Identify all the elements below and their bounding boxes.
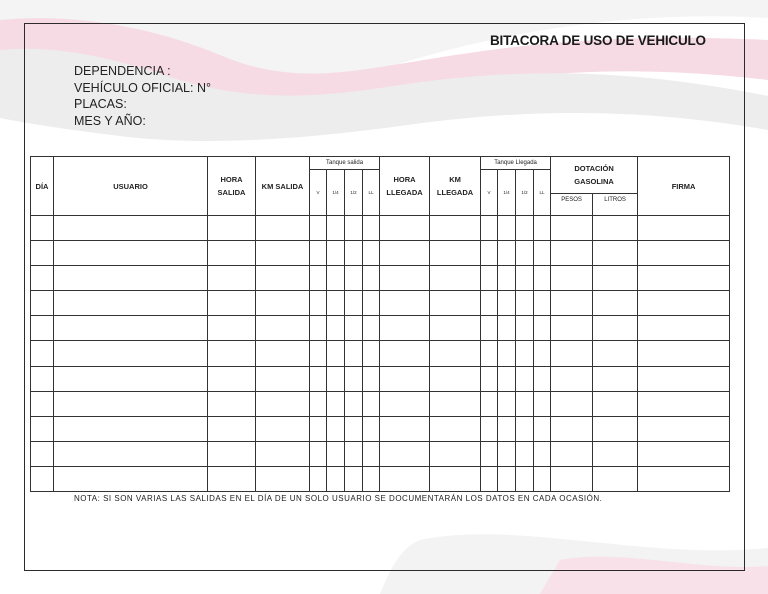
table-cell[interactable] bbox=[54, 366, 208, 391]
table-cell[interactable] bbox=[54, 391, 208, 416]
table-cell[interactable] bbox=[208, 341, 256, 366]
col-header-hora-salida: HORA SALIDA bbox=[208, 157, 256, 216]
table-cell[interactable] bbox=[310, 466, 327, 491]
table-cell[interactable] bbox=[498, 341, 516, 366]
table-cell[interactable] bbox=[534, 466, 551, 491]
tanque-llegada-v: V bbox=[481, 170, 498, 216]
table-cell[interactable] bbox=[345, 391, 363, 416]
table-cell[interactable] bbox=[551, 341, 593, 366]
table-row bbox=[31, 416, 730, 441]
table-cell[interactable] bbox=[481, 466, 498, 491]
table-cell[interactable] bbox=[345, 291, 363, 316]
table-cell[interactable] bbox=[430, 241, 481, 266]
placas-label: PLACAS: bbox=[74, 97, 127, 111]
table-cell[interactable] bbox=[593, 266, 638, 291]
table-cell[interactable] bbox=[345, 341, 363, 366]
table-cell[interactable] bbox=[256, 341, 310, 366]
table-cell[interactable] bbox=[310, 241, 327, 266]
table-cell[interactable] bbox=[430, 466, 481, 491]
tanque-llegada-cuarto: 1/4 bbox=[498, 170, 516, 216]
table-cell[interactable] bbox=[516, 391, 534, 416]
table-cell[interactable] bbox=[310, 216, 327, 241]
table-cell[interactable] bbox=[593, 366, 638, 391]
table-cell[interactable] bbox=[327, 441, 345, 466]
table-cell[interactable] bbox=[638, 316, 730, 341]
table-cell[interactable] bbox=[310, 441, 327, 466]
table-cell[interactable] bbox=[54, 416, 208, 441]
table-cell[interactable] bbox=[481, 366, 498, 391]
table-cell[interactable] bbox=[345, 216, 363, 241]
table-cell[interactable] bbox=[363, 241, 380, 266]
table-cell[interactable] bbox=[345, 466, 363, 491]
table-cell[interactable] bbox=[54, 341, 208, 366]
table-cell[interactable] bbox=[256, 416, 310, 441]
table-cell[interactable] bbox=[498, 291, 516, 316]
table-cell[interactable] bbox=[430, 341, 481, 366]
table-cell[interactable] bbox=[256, 291, 310, 316]
table-cell[interactable] bbox=[534, 441, 551, 466]
table-cell[interactable] bbox=[534, 366, 551, 391]
tanque-llegada-medio: 1/2 bbox=[516, 170, 534, 216]
table-cell[interactable] bbox=[380, 391, 430, 416]
col-header-dia: DÍA bbox=[31, 157, 54, 216]
vehicle-log-table bbox=[30, 156, 730, 492]
table-cell[interactable] bbox=[345, 416, 363, 441]
table-cell[interactable] bbox=[534, 216, 551, 241]
table-cell[interactable] bbox=[481, 316, 498, 341]
table-cell[interactable] bbox=[380, 266, 430, 291]
table-cell[interactable] bbox=[327, 416, 345, 441]
table-cell[interactable] bbox=[327, 466, 345, 491]
table-cell[interactable] bbox=[363, 441, 380, 466]
table-cell[interactable] bbox=[363, 391, 380, 416]
table-cell[interactable] bbox=[430, 216, 481, 241]
table-cell[interactable] bbox=[363, 341, 380, 366]
table-cell[interactable] bbox=[516, 341, 534, 366]
table-cell[interactable] bbox=[31, 466, 54, 491]
table-cell[interactable] bbox=[638, 216, 730, 241]
table-cell[interactable] bbox=[481, 241, 498, 266]
table-cell[interactable] bbox=[430, 391, 481, 416]
table-cell[interactable] bbox=[256, 216, 310, 241]
col-header-litros: LITROS bbox=[593, 194, 638, 216]
col-header-km-llegada: KM LLEGADA bbox=[430, 157, 481, 216]
table-cell[interactable] bbox=[256, 391, 310, 416]
table-cell[interactable] bbox=[551, 316, 593, 341]
table-cell[interactable] bbox=[380, 216, 430, 241]
table-cell[interactable] bbox=[638, 341, 730, 366]
table-row bbox=[31, 441, 730, 466]
table-cell[interactable] bbox=[327, 341, 345, 366]
table-row bbox=[31, 241, 730, 266]
table-cell[interactable] bbox=[551, 441, 593, 466]
col-header-tanque-llegada: Tanque Llegada bbox=[481, 157, 551, 170]
table-cell[interactable] bbox=[498, 391, 516, 416]
table-cell[interactable] bbox=[327, 216, 345, 241]
table-cell[interactable] bbox=[31, 241, 54, 266]
table-cell[interactable] bbox=[363, 291, 380, 316]
mes-anio-label: MES Y AÑO: bbox=[74, 114, 146, 128]
table-cell[interactable] bbox=[593, 241, 638, 266]
table-row bbox=[31, 366, 730, 391]
table-row bbox=[31, 391, 730, 416]
table-cell[interactable] bbox=[430, 316, 481, 341]
table-cell[interactable] bbox=[593, 341, 638, 366]
tanque-llegada-lleno: LL bbox=[534, 170, 551, 216]
table-cell[interactable] bbox=[54, 216, 208, 241]
table-cell[interactable] bbox=[380, 416, 430, 441]
footer-note: NOTA: SI SON VARIAS LAS SALIDAS EN EL DÍA DE UN SOLO USUARIO SE DOCUMENTARÁN LOS DATOS EN CADA OCASIÓN. bbox=[74, 494, 603, 503]
table-cell[interactable] bbox=[380, 366, 430, 391]
document-title: BITACORA DE USO DE VEHICULO bbox=[490, 33, 706, 48]
table-cell[interactable] bbox=[498, 241, 516, 266]
table-cell[interactable] bbox=[534, 291, 551, 316]
table-cell[interactable] bbox=[310, 291, 327, 316]
table-cell[interactable] bbox=[551, 466, 593, 491]
table-cell[interactable] bbox=[551, 266, 593, 291]
table-cell[interactable] bbox=[498, 366, 516, 391]
col-header-dotacion-gasolina: DOTACIÓN GASOLINA bbox=[551, 157, 638, 194]
table-cell[interactable] bbox=[638, 416, 730, 441]
table-cell[interactable] bbox=[54, 466, 208, 491]
table-cell[interactable] bbox=[327, 366, 345, 391]
table-cell[interactable] bbox=[516, 241, 534, 266]
table-cell[interactable] bbox=[208, 291, 256, 316]
table-cell[interactable] bbox=[498, 316, 516, 341]
table-cell[interactable] bbox=[31, 216, 54, 241]
table-cell[interactable] bbox=[363, 366, 380, 391]
table-cell[interactable] bbox=[516, 291, 534, 316]
table-cell[interactable] bbox=[551, 291, 593, 316]
table-cell[interactable] bbox=[516, 416, 534, 441]
table-row bbox=[31, 316, 730, 341]
table-cell[interactable] bbox=[208, 366, 256, 391]
table-cell[interactable] bbox=[31, 416, 54, 441]
table-cell[interactable] bbox=[208, 241, 256, 266]
table-cell[interactable] bbox=[208, 216, 256, 241]
table-cell[interactable] bbox=[638, 291, 730, 316]
table-cell[interactable] bbox=[363, 416, 380, 441]
table-cell[interactable] bbox=[327, 316, 345, 341]
table-cell[interactable] bbox=[310, 316, 327, 341]
table-cell[interactable] bbox=[54, 441, 208, 466]
log-table-body bbox=[31, 216, 730, 492]
table-cell[interactable] bbox=[516, 466, 534, 491]
table-cell[interactable] bbox=[380, 341, 430, 366]
table-cell[interactable] bbox=[516, 266, 534, 291]
col-header-tanque-salida: Tanque salida bbox=[310, 157, 380, 170]
table-cell[interactable] bbox=[534, 391, 551, 416]
table-cell[interactable] bbox=[593, 416, 638, 441]
table-cell[interactable] bbox=[327, 241, 345, 266]
table-cell[interactable] bbox=[516, 441, 534, 466]
table-cell[interactable] bbox=[430, 291, 481, 316]
table-cell[interactable] bbox=[551, 391, 593, 416]
table-cell[interactable] bbox=[310, 416, 327, 441]
table-cell[interactable] bbox=[430, 266, 481, 291]
table-cell[interactable] bbox=[345, 366, 363, 391]
table-cell[interactable] bbox=[256, 466, 310, 491]
table-cell[interactable] bbox=[593, 316, 638, 341]
table-cell[interactable] bbox=[380, 441, 430, 466]
table-cell[interactable] bbox=[516, 216, 534, 241]
table-cell[interactable] bbox=[481, 341, 498, 366]
table-cell[interactable] bbox=[498, 441, 516, 466]
table-cell[interactable] bbox=[551, 366, 593, 391]
table-cell[interactable] bbox=[534, 241, 551, 266]
table-cell[interactable] bbox=[593, 291, 638, 316]
table-row bbox=[31, 341, 730, 366]
table-cell[interactable] bbox=[534, 316, 551, 341]
table-cell[interactable] bbox=[31, 291, 54, 316]
table-cell[interactable] bbox=[54, 291, 208, 316]
table-cell[interactable] bbox=[208, 441, 256, 466]
table-cell[interactable] bbox=[638, 266, 730, 291]
table-cell[interactable] bbox=[345, 441, 363, 466]
table-cell[interactable] bbox=[363, 316, 380, 341]
table-cell[interactable] bbox=[256, 241, 310, 266]
table-cell[interactable] bbox=[345, 316, 363, 341]
col-header-usuario: USUARIO bbox=[54, 157, 208, 216]
table-cell[interactable] bbox=[534, 266, 551, 291]
table-cell[interactable] bbox=[31, 316, 54, 341]
table-cell[interactable] bbox=[516, 366, 534, 391]
table-cell[interactable] bbox=[380, 316, 430, 341]
col-header-pesos: PESOS bbox=[551, 194, 593, 216]
table-cell[interactable] bbox=[380, 466, 430, 491]
table-cell[interactable] bbox=[208, 266, 256, 291]
table-cell[interactable] bbox=[534, 341, 551, 366]
table-cell[interactable] bbox=[498, 216, 516, 241]
table-cell[interactable] bbox=[310, 341, 327, 366]
table-cell[interactable] bbox=[310, 391, 327, 416]
table-cell[interactable] bbox=[534, 416, 551, 441]
table-cell[interactable] bbox=[380, 241, 430, 266]
table-cell[interactable] bbox=[638, 441, 730, 466]
table-cell[interactable] bbox=[481, 416, 498, 441]
vehiculo-oficial-label: VEHÍCULO OFICIAL: N° bbox=[74, 81, 211, 95]
table-cell[interactable] bbox=[31, 391, 54, 416]
table-cell[interactable] bbox=[54, 266, 208, 291]
tanque-salida-v: V bbox=[310, 170, 327, 216]
table-cell[interactable] bbox=[498, 466, 516, 491]
table-cell[interactable] bbox=[363, 266, 380, 291]
table-cell[interactable] bbox=[256, 366, 310, 391]
table-cell[interactable] bbox=[54, 316, 208, 341]
table-cell[interactable] bbox=[310, 266, 327, 291]
table-cell[interactable] bbox=[593, 391, 638, 416]
table-cell[interactable] bbox=[208, 466, 256, 491]
table-cell[interactable] bbox=[481, 216, 498, 241]
table-cell[interactable] bbox=[327, 266, 345, 291]
table-cell[interactable] bbox=[310, 366, 327, 391]
table-cell[interactable] bbox=[208, 416, 256, 441]
table-cell[interactable] bbox=[345, 266, 363, 291]
col-header-firma: FIRMA bbox=[638, 157, 730, 216]
table-cell[interactable] bbox=[638, 366, 730, 391]
table-row bbox=[31, 216, 730, 241]
table-cell[interactable] bbox=[31, 366, 54, 391]
table-cell[interactable] bbox=[430, 441, 481, 466]
table-cell[interactable] bbox=[593, 466, 638, 491]
table-cell[interactable] bbox=[31, 266, 54, 291]
table-cell[interactable] bbox=[638, 391, 730, 416]
table-cell[interactable] bbox=[551, 416, 593, 441]
table-cell[interactable] bbox=[256, 266, 310, 291]
table-cell[interactable] bbox=[593, 441, 638, 466]
table-cell[interactable] bbox=[256, 441, 310, 466]
table-cell[interactable] bbox=[638, 241, 730, 266]
table-cell[interactable] bbox=[638, 466, 730, 491]
tanque-salida-cuarto: 1/4 bbox=[327, 170, 345, 216]
table-cell[interactable] bbox=[380, 291, 430, 316]
table-cell[interactable] bbox=[481, 391, 498, 416]
col-header-km-salida: KM SALIDA bbox=[256, 157, 310, 216]
table-cell[interactable] bbox=[208, 316, 256, 341]
table-cell[interactable] bbox=[551, 216, 593, 241]
table-row bbox=[31, 466, 730, 491]
table-cell[interactable] bbox=[430, 416, 481, 441]
table-cell[interactable] bbox=[345, 241, 363, 266]
table-cell[interactable] bbox=[498, 416, 516, 441]
table-cell[interactable] bbox=[327, 391, 345, 416]
table-cell[interactable] bbox=[593, 216, 638, 241]
table-cell[interactable] bbox=[481, 266, 498, 291]
col-header-hora-llegada: HORA LLEGADA bbox=[380, 157, 430, 216]
table-cell[interactable] bbox=[327, 291, 345, 316]
table-cell[interactable] bbox=[498, 266, 516, 291]
tanque-salida-lleno: LL bbox=[363, 170, 380, 216]
table-row bbox=[31, 266, 730, 291]
table-cell[interactable] bbox=[481, 291, 498, 316]
table-row bbox=[31, 291, 730, 316]
dependencia-label: DEPENDENCIA : bbox=[74, 64, 171, 78]
table-cell[interactable] bbox=[516, 316, 534, 341]
table-cell[interactable] bbox=[551, 241, 593, 266]
table-cell[interactable] bbox=[256, 316, 310, 341]
table-cell[interactable] bbox=[363, 216, 380, 241]
table-cell[interactable] bbox=[31, 441, 54, 466]
table-cell[interactable] bbox=[31, 341, 54, 366]
table-cell[interactable] bbox=[208, 391, 256, 416]
table-cell[interactable] bbox=[54, 241, 208, 266]
table-cell[interactable] bbox=[481, 441, 498, 466]
table-cell[interactable] bbox=[363, 466, 380, 491]
table-cell[interactable] bbox=[430, 366, 481, 391]
tanque-salida-medio: 1/2 bbox=[345, 170, 363, 216]
